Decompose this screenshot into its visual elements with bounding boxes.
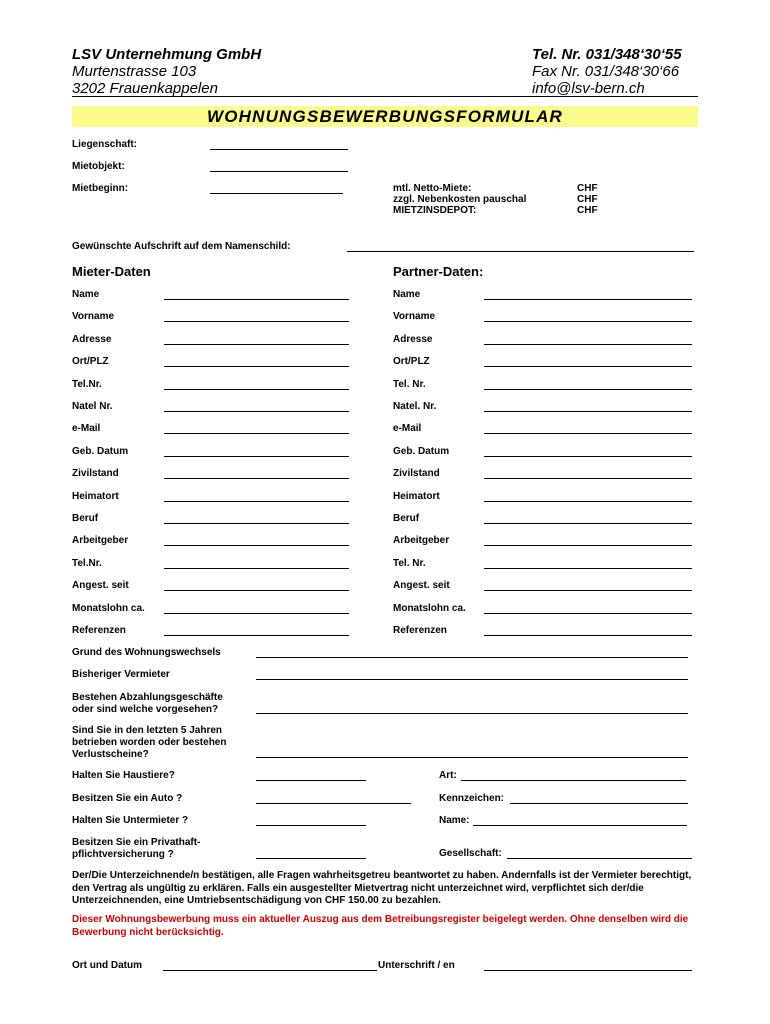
partner-field[interactable] — [484, 545, 692, 546]
liegenschaft-field[interactable] — [210, 149, 348, 150]
partner-label: Adresse — [393, 334, 433, 345]
untermieter-label: Halten Sie Untermieter ? — [72, 815, 189, 826]
liegenschaft-label: Liegenschaft: — [72, 139, 138, 150]
partner-label: Angest. seit — [393, 580, 450, 591]
partner-field[interactable] — [484, 299, 692, 300]
betreibung-field[interactable] — [256, 757, 688, 758]
mieter-label: Arbeitgeber — [72, 535, 129, 546]
abzahlung-field[interactable] — [256, 713, 688, 714]
mieter-label: Ort/PLZ — [72, 356, 109, 367]
namensschild-field[interactable] — [347, 251, 694, 252]
partner-field[interactable] — [484, 321, 692, 322]
partner-label: Zivilstand — [393, 468, 440, 479]
partner-field[interactable] — [484, 501, 692, 502]
kennzeichen-label: Kennzeichen: — [439, 793, 505, 804]
partner-field[interactable] — [484, 590, 692, 591]
partner-field[interactable] — [484, 568, 692, 569]
mieter-label: Monatslohn ca. — [72, 603, 145, 614]
form-title: WOHNUNGSBEWERBUNGSFORMULAR — [206, 107, 564, 126]
netto-miete-label: mtl. Netto-Miete: — [393, 183, 472, 194]
haustiere-label: Halten Sie Haustiere? — [72, 770, 175, 781]
mieter-field[interactable] — [164, 613, 349, 614]
partner-label: Heimatort — [393, 491, 440, 502]
nebenkosten-label: zzgl. Nebenkosten pauschal — [393, 194, 527, 205]
name-label: Name: — [439, 815, 470, 826]
partner-label: Geb. Datum — [393, 446, 450, 457]
partner-label: Vorname — [393, 311, 436, 322]
partner-label: Tel. Nr. — [393, 558, 426, 569]
auto-label: Besitzen Sie ein Auto ? — [72, 793, 183, 804]
auto-field[interactable] — [256, 803, 411, 804]
partner-field[interactable] — [484, 411, 692, 412]
mieter-label: Zivilstand — [72, 468, 119, 479]
partner-field[interactable] — [484, 433, 692, 434]
ort-datum-field[interactable] — [163, 970, 377, 971]
header-divider — [72, 96, 698, 97]
notice-text: Dieser Wohnungsbewerbung muss ein aktueller Auszug aus dem Betreibungsregister beigelegt werden. Ohne denselben wird die Bewerbung nicht berücksichtig. — [72, 914, 689, 938]
partner-label: Tel. Nr. — [393, 379, 426, 390]
unterschrift-field[interactable] — [484, 970, 692, 971]
ort-datum-label: Ort und Datum — [72, 960, 142, 971]
mieter-field[interactable] — [164, 411, 349, 412]
mieter-field[interactable] — [164, 568, 349, 569]
vermieter-label: Bisheriger Vermieter — [72, 669, 170, 680]
currency-chf: CHF — [577, 183, 598, 194]
mietobjekt-label: Mietobjekt: — [72, 161, 125, 172]
gesellschaft-field[interactable] — [507, 858, 692, 859]
mietobjekt-field[interactable] — [210, 171, 348, 172]
company-email: info@lsv-bern.ch — [532, 80, 645, 97]
company-fax: Fax Nr. 031/348‘30‘66 — [532, 63, 680, 80]
company-name: LSV Unternehmung GmbH — [72, 46, 262, 63]
mieter-field[interactable] — [164, 545, 349, 546]
title-band — [72, 106, 698, 127]
mieter-field[interactable] — [164, 366, 349, 367]
currency-chf: CHF — [577, 205, 598, 216]
partner-field[interactable] — [484, 523, 692, 524]
partner-label: Beruf — [393, 513, 420, 524]
betreibung-label: Sind Sie in den letzten 5 Jahren betrieben worden oder bestehen Verlustscheine? — [72, 725, 227, 760]
partner-label: Name — [393, 289, 421, 300]
mieter-field[interactable] — [164, 501, 349, 502]
mieter-field[interactable] — [164, 321, 349, 322]
art-label: Art: — [439, 770, 457, 781]
grund-label: Grund des Wohnungswechsels — [72, 647, 221, 658]
gesellschaft-label: Gesellschaft: — [439, 848, 502, 859]
mieter-label: Tel.Nr. — [72, 379, 102, 390]
mieter-label: Vorname — [72, 311, 115, 322]
haustiere-field[interactable] — [256, 780, 366, 781]
mieter-label: Adresse — [72, 334, 112, 345]
partner-field[interactable] — [484, 366, 692, 367]
mietzinsdepot-label: MIETZINSDEPOT: — [393, 205, 477, 216]
untermieter-field[interactable] — [256, 825, 366, 826]
partner-label: Monatslohn ca. — [393, 603, 466, 614]
company-city: 3202 Frauenkappelen — [72, 80, 218, 97]
currency-chf: CHF — [577, 194, 598, 205]
unterschrift-label: Unterschrift / en — [378, 960, 455, 971]
partner-label: e-Mail — [393, 423, 422, 434]
mieter-field[interactable] — [164, 299, 349, 300]
mieter-label: Geb. Datum — [72, 446, 129, 457]
mieter-field[interactable] — [164, 635, 349, 636]
partner-label: Natel. Nr. — [393, 401, 437, 412]
company-phone: Tel. Nr. 031/348‘30‘55 — [532, 46, 682, 63]
partner-field[interactable] — [484, 635, 692, 636]
mieter-field[interactable] — [164, 523, 349, 524]
partner-label: Arbeitgeber — [393, 535, 450, 546]
kennzeichen-field[interactable] — [510, 803, 688, 804]
partner-heading: Partner-Daten: — [393, 264, 484, 279]
mieter-label: e-Mail — [72, 423, 101, 434]
mieter-field[interactable] — [164, 456, 349, 457]
mietbeginn-label: Mietbeginn: — [72, 183, 129, 194]
partner-label: Ort/PLZ — [393, 356, 430, 367]
mieter-field[interactable] — [164, 344, 349, 345]
mieter-field[interactable] — [164, 590, 349, 591]
mieter-label: Tel.Nr. — [72, 558, 102, 569]
haftpflicht-label: Besitzen Sie ein Privathaft-pflichtversicherung ? — [72, 837, 201, 860]
partner-field[interactable] — [484, 389, 692, 390]
mieter-label: Name — [72, 289, 100, 300]
mieter-label: Referenzen — [72, 625, 126, 636]
partner-field[interactable] — [484, 344, 692, 345]
partner-field[interactable] — [484, 456, 692, 457]
mieter-field[interactable] — [164, 389, 349, 390]
mieter-field[interactable] — [164, 433, 349, 434]
grund-field[interactable] — [256, 657, 688, 658]
haftpflicht-field[interactable] — [256, 858, 366, 859]
mieter-field[interactable] — [164, 478, 349, 479]
mieter-label: Angest. seit — [72, 580, 129, 591]
mietbeginn-field[interactable] — [210, 193, 343, 194]
partner-field[interactable] — [484, 613, 692, 614]
mieter-label: Heimatort — [72, 491, 119, 502]
partner-field[interactable] — [484, 478, 692, 479]
abzahlung-label: Bestehen Abzahlungsgeschäfte oder sind welche vorgesehen? — [72, 692, 223, 715]
namensschild-label: Gewünschte Aufschrift auf dem Namenschild: — [72, 241, 291, 252]
mieter-heading: Mieter-Daten — [72, 264, 151, 279]
mieter-label: Natel Nr. — [72, 401, 113, 412]
partner-label: Referenzen — [393, 625, 447, 636]
untermieter-name-field[interactable] — [473, 825, 687, 826]
declaration-text: Der/Die Unterzeichnende/n bestätigen, alle Fragen wahrheitsgetreu beantwortet zu haben. Andernfalls ist der Vermieter berechtigt, den Vertrag als ungültig zu erklären. Falls ein ausgestellter Mietvertrag nicht unterzeichnet wird, verpflichtet sich der/die Unterzeichnenden, eine Umtriebsentschädigung von CHF 150.00 zu bezahlen. — [72, 870, 692, 906]
art-field[interactable] — [461, 780, 686, 781]
mieter-label: Beruf — [72, 513, 99, 524]
company-street: Murtenstrasse 103 — [72, 63, 197, 80]
vermieter-field[interactable] — [256, 679, 688, 680]
